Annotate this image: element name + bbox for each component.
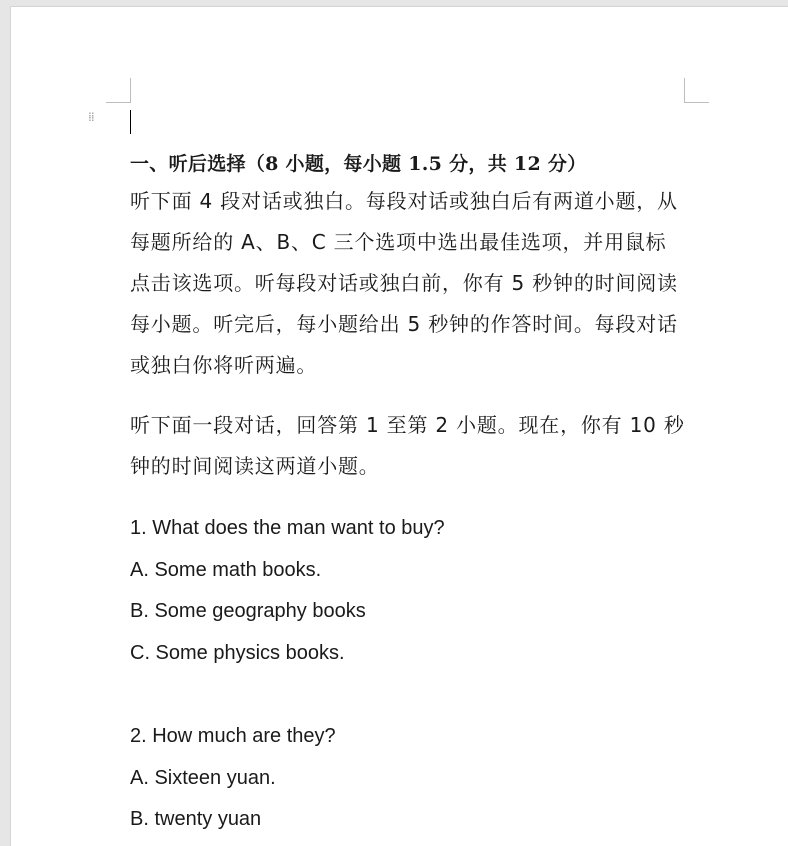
section-heading: 一、听后选择（8 小题，每小题 1.5 分，共 12 分）: [130, 153, 587, 175]
question-1-option-a[interactable]: A. Some math books.: [130, 558, 322, 581]
margin-corner-top-left: [106, 78, 131, 103]
question-2-option-b[interactable]: B. twenty yuan: [130, 808, 262, 830]
margin-corner-top-right: [684, 78, 709, 103]
question-1-stem: 1. What does the man want to buy?: [130, 517, 445, 539]
dialogue-intro-paragraph: 听下面一段对话，回答第 1 至第 2 小题。现在，你有 10 秒钟的时间阅读这两道小题。: [130, 413, 685, 478]
question-2-stem: 2. How much are they?: [130, 725, 336, 747]
document-page: [10, 6, 788, 846]
text-cursor: [130, 110, 131, 134]
document-body[interactable]: [130, 147, 686, 841]
question-2-option-a[interactable]: A. Sixteen yuan.: [130, 766, 276, 789]
question-1-option-c[interactable]: C. Some physics books.: [130, 641, 345, 664]
drag-handle-icon[interactable]: ⁞⁞: [88, 110, 94, 124]
question-1-option-b[interactable]: B. Some geography books: [130, 600, 366, 622]
instructions-paragraph: 听下面 4 段对话或独白。每段对话或独白后有两道小题，从每题所给的 A、B、C 三个选项中选出最佳选项，并用鼠标点击该选项。听每段对话或独白前，你有 5 秒钟的时间阅读每小题。听完后，每小题给出 5 秒钟的作答时间。每段对话或独白你将听两遍。: [130, 189, 678, 377]
